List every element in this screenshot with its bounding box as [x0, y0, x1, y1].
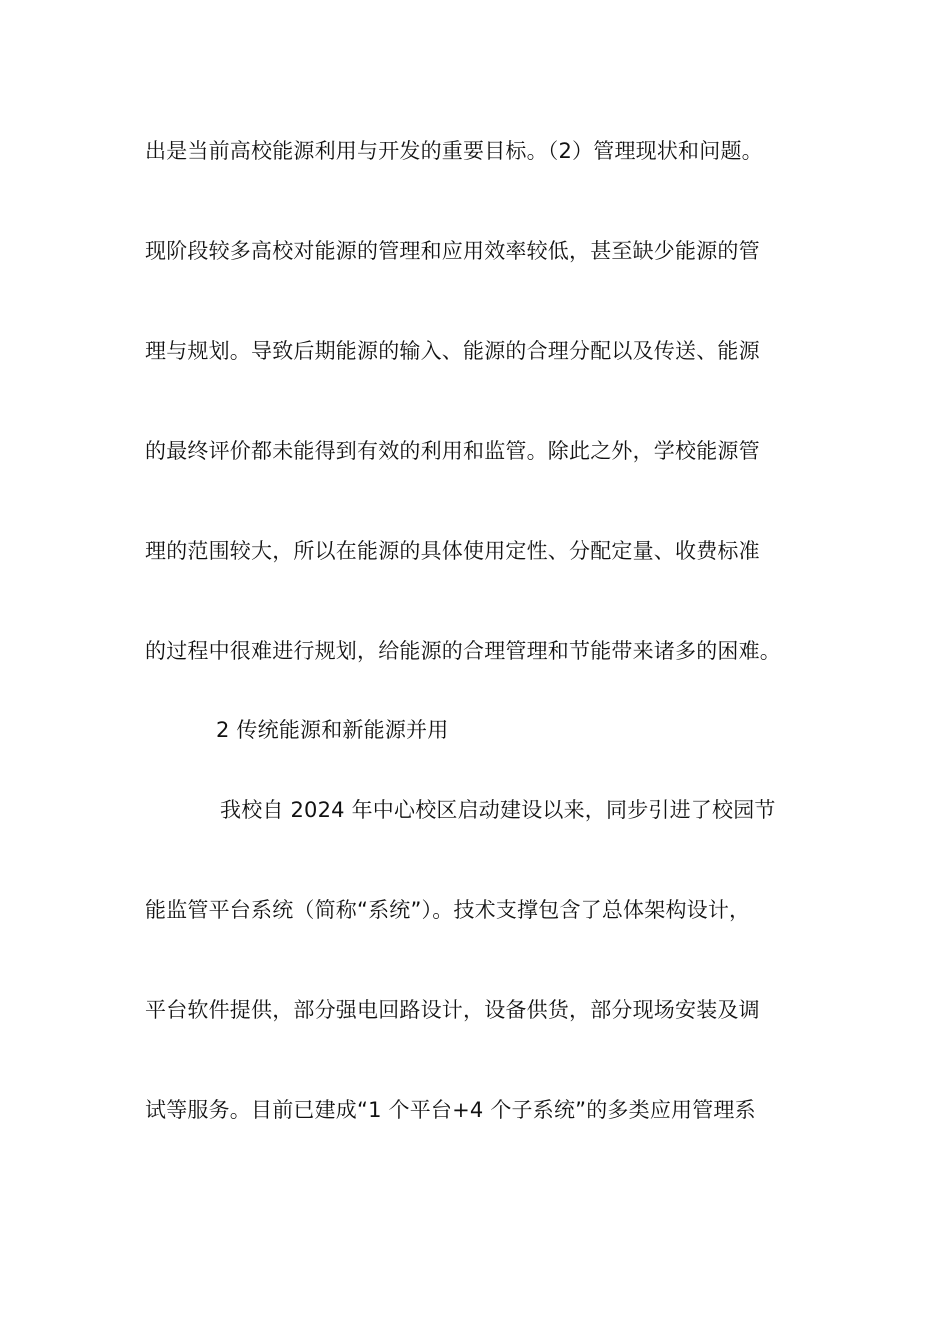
- text-line: 理与规划。导致后期能源的输入、能源的合理分配以及传送、能源: [145, 339, 760, 363]
- text-line: 平台软件提供，部分强电回路设计，设备供货，部分现场安装及调: [145, 998, 760, 1022]
- text-line: 我校自 2024 年中心校区启动建设以来，同步引进了校园节: [220, 798, 776, 822]
- text-line: 试等服务。目前已建成“1 个平台+4 个子系统”的多类应用管理系: [145, 1098, 756, 1122]
- text-line: 的过程中很难进行规划，给能源的合理管理和节能带来诸多的困难。: [145, 639, 781, 663]
- text-line: 能监管平台系统（简称“系统”）。技术支撑包含了总体架构设计，: [145, 898, 751, 922]
- text-line: 的最终评价都未能得到有效的利用和监管。除此之外，学校能源管: [145, 439, 760, 463]
- text-line: 理的范围较大，所以在能源的具体使用定性、分配定量、收费标准: [145, 539, 760, 563]
- text-line: 出是当前高校能源利用与开发的重要目标。（2）管理现状和问题。: [145, 139, 763, 163]
- section-heading: 2 传统能源和新能源并用: [216, 718, 449, 742]
- text-line: 现阶段较多高校对能源的管理和应用效率较低，甚至缺少能源的管: [145, 239, 760, 263]
